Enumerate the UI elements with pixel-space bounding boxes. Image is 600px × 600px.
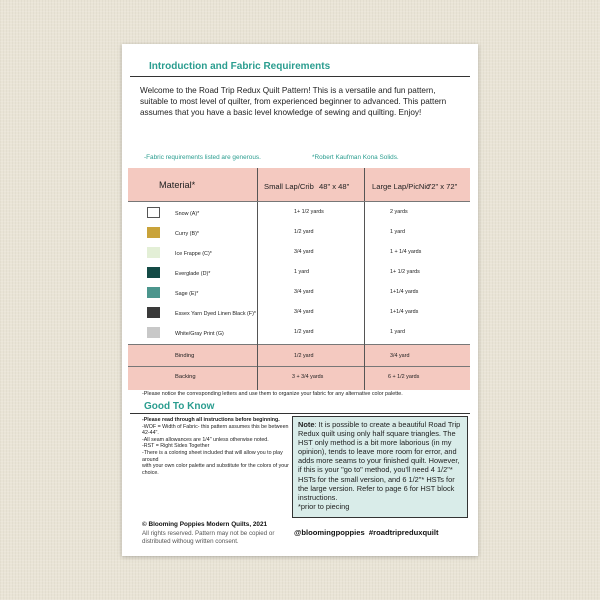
row-large: 1+ 1/2 yards	[390, 269, 420, 275]
intro-paragraph: Welcome to the Road Trip Redux Quilt Pattern! This is a versatile and fun pattern, suitable to most level of quilter, from experienced beginner to advanced. This pattern assumes that you have a basic level knowledge of sewing and quilting. Enjoy!	[140, 86, 447, 118]
swatch-sage	[147, 287, 160, 298]
swatch-ice-frappe	[147, 247, 160, 258]
row-name: Snow (A)*	[175, 211, 200, 217]
row-large: 1+1/4 yards	[390, 309, 419, 315]
row-small: 3/4 yard	[294, 249, 314, 255]
row-name: Curry (B)*	[175, 231, 199, 237]
header-material: Material*	[159, 180, 196, 190]
gtk-line: with your own color palette and substitute for the colors of your choice.	[142, 463, 289, 476]
row-small: 1/2 yard	[294, 229, 314, 235]
title-rule	[130, 76, 470, 77]
binding-large: 3/4 yard	[390, 353, 410, 359]
note-text: : It is possible to create a beautiful Road Trip Redux quilt using only half square triangles. The HST only method is a bit more laborious (in my opinion), tends to leave more room for error, and adds more seams to your finished quilt. However, if this is your "go to" method, you'll need 4 1/2"* HSTs for the small version, and 6 1/2"* HSTs for the large version. Refer to page 6 for HST block instructions.	[298, 420, 461, 502]
row-large: 1 + 1/4 yards	[390, 249, 422, 255]
good-to-know-rule	[130, 413, 470, 414]
good-to-know-list	[142, 417, 292, 476]
swatch-everglade	[147, 267, 160, 278]
row-small: 3/4 yard	[294, 289, 314, 295]
rights-notice: All rights reserved. Pattern may not be copied or distributed withoug written consent.	[142, 530, 275, 545]
palette-note: -Please notice the corresponding letters and use them to organize your fabric for any alternative color palette.	[142, 391, 403, 397]
section-title-good-to-know: Good To Know	[144, 401, 215, 412]
section-title-intro: Introduction and Fabric Requirements	[149, 61, 331, 72]
backing-large: 6 + 1/2 yards	[388, 374, 420, 380]
header-large: Large Lap/PicNic	[372, 182, 430, 191]
row-name: Sage (E)*	[175, 291, 199, 297]
row-large: 2 yards	[390, 209, 408, 215]
row-small: 1/2 yard	[294, 329, 314, 335]
binding-rule	[128, 366, 470, 367]
band-divider-1	[257, 344, 258, 390]
band-divider-2	[364, 344, 365, 390]
gtk-line: -There is a coloring sheet included that will allow you to play around	[142, 449, 283, 463]
row-name: Essex Yarn Dyed Linen Black (F)*	[175, 311, 256, 317]
hst-note-box	[292, 416, 468, 518]
header-large-size: 72" x 72"	[427, 182, 458, 191]
row-large: 1 yard	[390, 229, 405, 235]
gtk-line: -WOF = Width of Fabric- this pattern assumes this be between 42-44".	[142, 423, 289, 437]
backing-label: Backing	[175, 374, 196, 380]
social-handles: @bloomingpoppies #roadtripreduxquilt	[294, 528, 439, 537]
swatch-curry	[147, 227, 160, 238]
header-small: Small Lap/Crib	[264, 182, 314, 191]
row-large: 1+1/4 yards	[390, 289, 419, 295]
table-header-rule	[128, 201, 470, 202]
copyright: © Blooming Poppies Modern Quilts, 2021	[142, 521, 268, 528]
binding-label: Binding	[175, 353, 195, 359]
note-generous: -Fabric requirements listed are generous.	[144, 154, 261, 161]
binding-top-rule	[128, 344, 470, 345]
backing-small: 3 + 3/4 yards	[292, 374, 324, 380]
table-footer-band	[128, 344, 470, 390]
binding-small: 1/2 yard	[294, 353, 314, 359]
swatch-essex-linen	[147, 307, 160, 318]
header-small-size: 48" x 48"	[319, 182, 350, 191]
row-name: Ice Frappe (C)*	[175, 251, 212, 257]
row-small: 1 yard	[294, 269, 309, 275]
gtk-line: -All seam allowances are 1/4" unless otherwise noted.	[142, 436, 269, 443]
gtk-line: -Please read through all instructions before beginning.	[142, 417, 280, 423]
row-small: 3/4 yard	[294, 309, 314, 315]
row-small: 1+ 1/2 yards	[294, 209, 324, 215]
swatch-white-gray	[147, 327, 160, 338]
note-label: Note	[298, 420, 315, 429]
note-solids: *Robert Kaufman Kona Solids.	[312, 154, 399, 161]
pattern-page	[122, 44, 478, 556]
note-footnote: *prior to piecing	[298, 501, 350, 511]
row-name: White/Gray Print (G)	[175, 331, 224, 337]
row-large: 1 yard	[390, 329, 405, 335]
gtk-line: -RST = Right Sides Together	[142, 443, 210, 450]
swatch-snow	[147, 207, 160, 218]
row-name: Everglade (D)*	[175, 271, 211, 277]
